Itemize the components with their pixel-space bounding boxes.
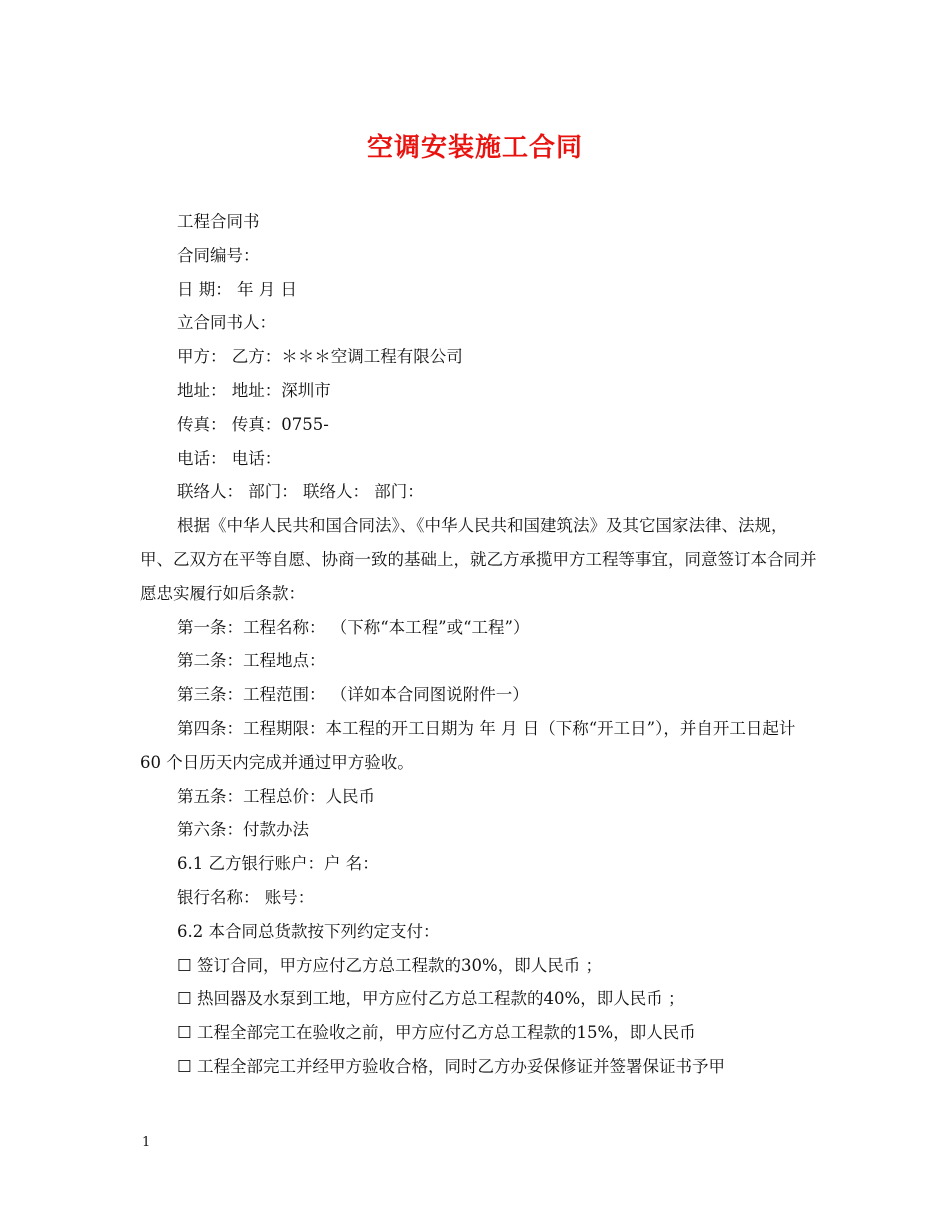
- payment-item-text: 签订合同，甲方应付乙方总工程款的30%，即人民币 ；: [197, 955, 602, 975]
- line-contract-number: 合同编号：: [177, 245, 260, 265]
- payment-item-text: 热回器及水泵到工地，甲方应付乙方总工程款的40%，即人民币 ；: [197, 989, 685, 1009]
- payment-item: [140, 1016, 820, 1050]
- line-contract-book: 工程合同书: [177, 212, 260, 231]
- payment-item-text: 工程全部完工并经甲方验收合格，同时乙方办妥保修证并签署保证书予甲: [197, 1056, 726, 1076]
- clause-6-1: 6.1 乙方银行账户：户 名：: [177, 854, 379, 874]
- document-title: 空调安装施工合同: [366, 133, 583, 163]
- line-party-names: 甲方： 乙方：＊＊＊空调工程有限公司: [177, 347, 463, 367]
- checkbox-icon: ☐: [177, 1056, 192, 1076]
- line-fax: 传真： 传真：0755-: [177, 414, 329, 434]
- payment-item: [140, 982, 820, 1016]
- article-1: 第一条：工程名称： （下称“本工程”或“工程”）: [177, 617, 530, 637]
- clause-6-2: 6.2 本合同总货款按下列约定支付：: [177, 921, 440, 941]
- article-6: 第六条：付款办法: [177, 820, 309, 840]
- line-address: 地址： 地址：深圳市: [177, 380, 331, 400]
- payment-item: [140, 1050, 820, 1084]
- checkbox-icon: ☐: [177, 989, 192, 1009]
- document-body: [140, 205, 820, 1084]
- bank-info: 银行名称： 账号：: [177, 887, 315, 907]
- page-number: 1: [142, 1135, 151, 1150]
- paragraph-basis: 根据《中华人民共和国合同法》、《中华人民共和国建筑法》及其它国家法律、法规，甲、乙双方在平等自愿、协商一致的基础上，就乙方承揽甲方工程等事宜，同意签订本合同并愿忠实履行如后条款：: [140, 516, 817, 603]
- checkbox-icon: ☐: [177, 1023, 192, 1043]
- article-3: 第三条：工程范围： （详如本合同图说附件一）: [177, 685, 529, 705]
- line-contacts: 联络人： 部门： 联络人： 部门：: [177, 482, 424, 502]
- line-date: 日 期： 年 月 日: [177, 279, 297, 299]
- article-5: 第五条：工程总价：人民币: [177, 786, 375, 806]
- checkbox-icon: ☐: [177, 955, 192, 975]
- line-parties: 立合同书人：: [177, 313, 276, 333]
- article-2: 第二条：工程地点：: [177, 651, 326, 671]
- payment-item: [140, 949, 820, 983]
- payment-item-text: 工程全部完工在验收之前，甲方应付乙方总工程款的15%，即人民币: [197, 1023, 696, 1043]
- article-4: 第四条：工程期限：本工程的开工日期为 年 月 日（下称“开工日”），并自开工日起计 60 个日历天内完成并通过甲方验收。: [140, 718, 796, 772]
- line-phone: 电话： 电话：: [177, 448, 282, 468]
